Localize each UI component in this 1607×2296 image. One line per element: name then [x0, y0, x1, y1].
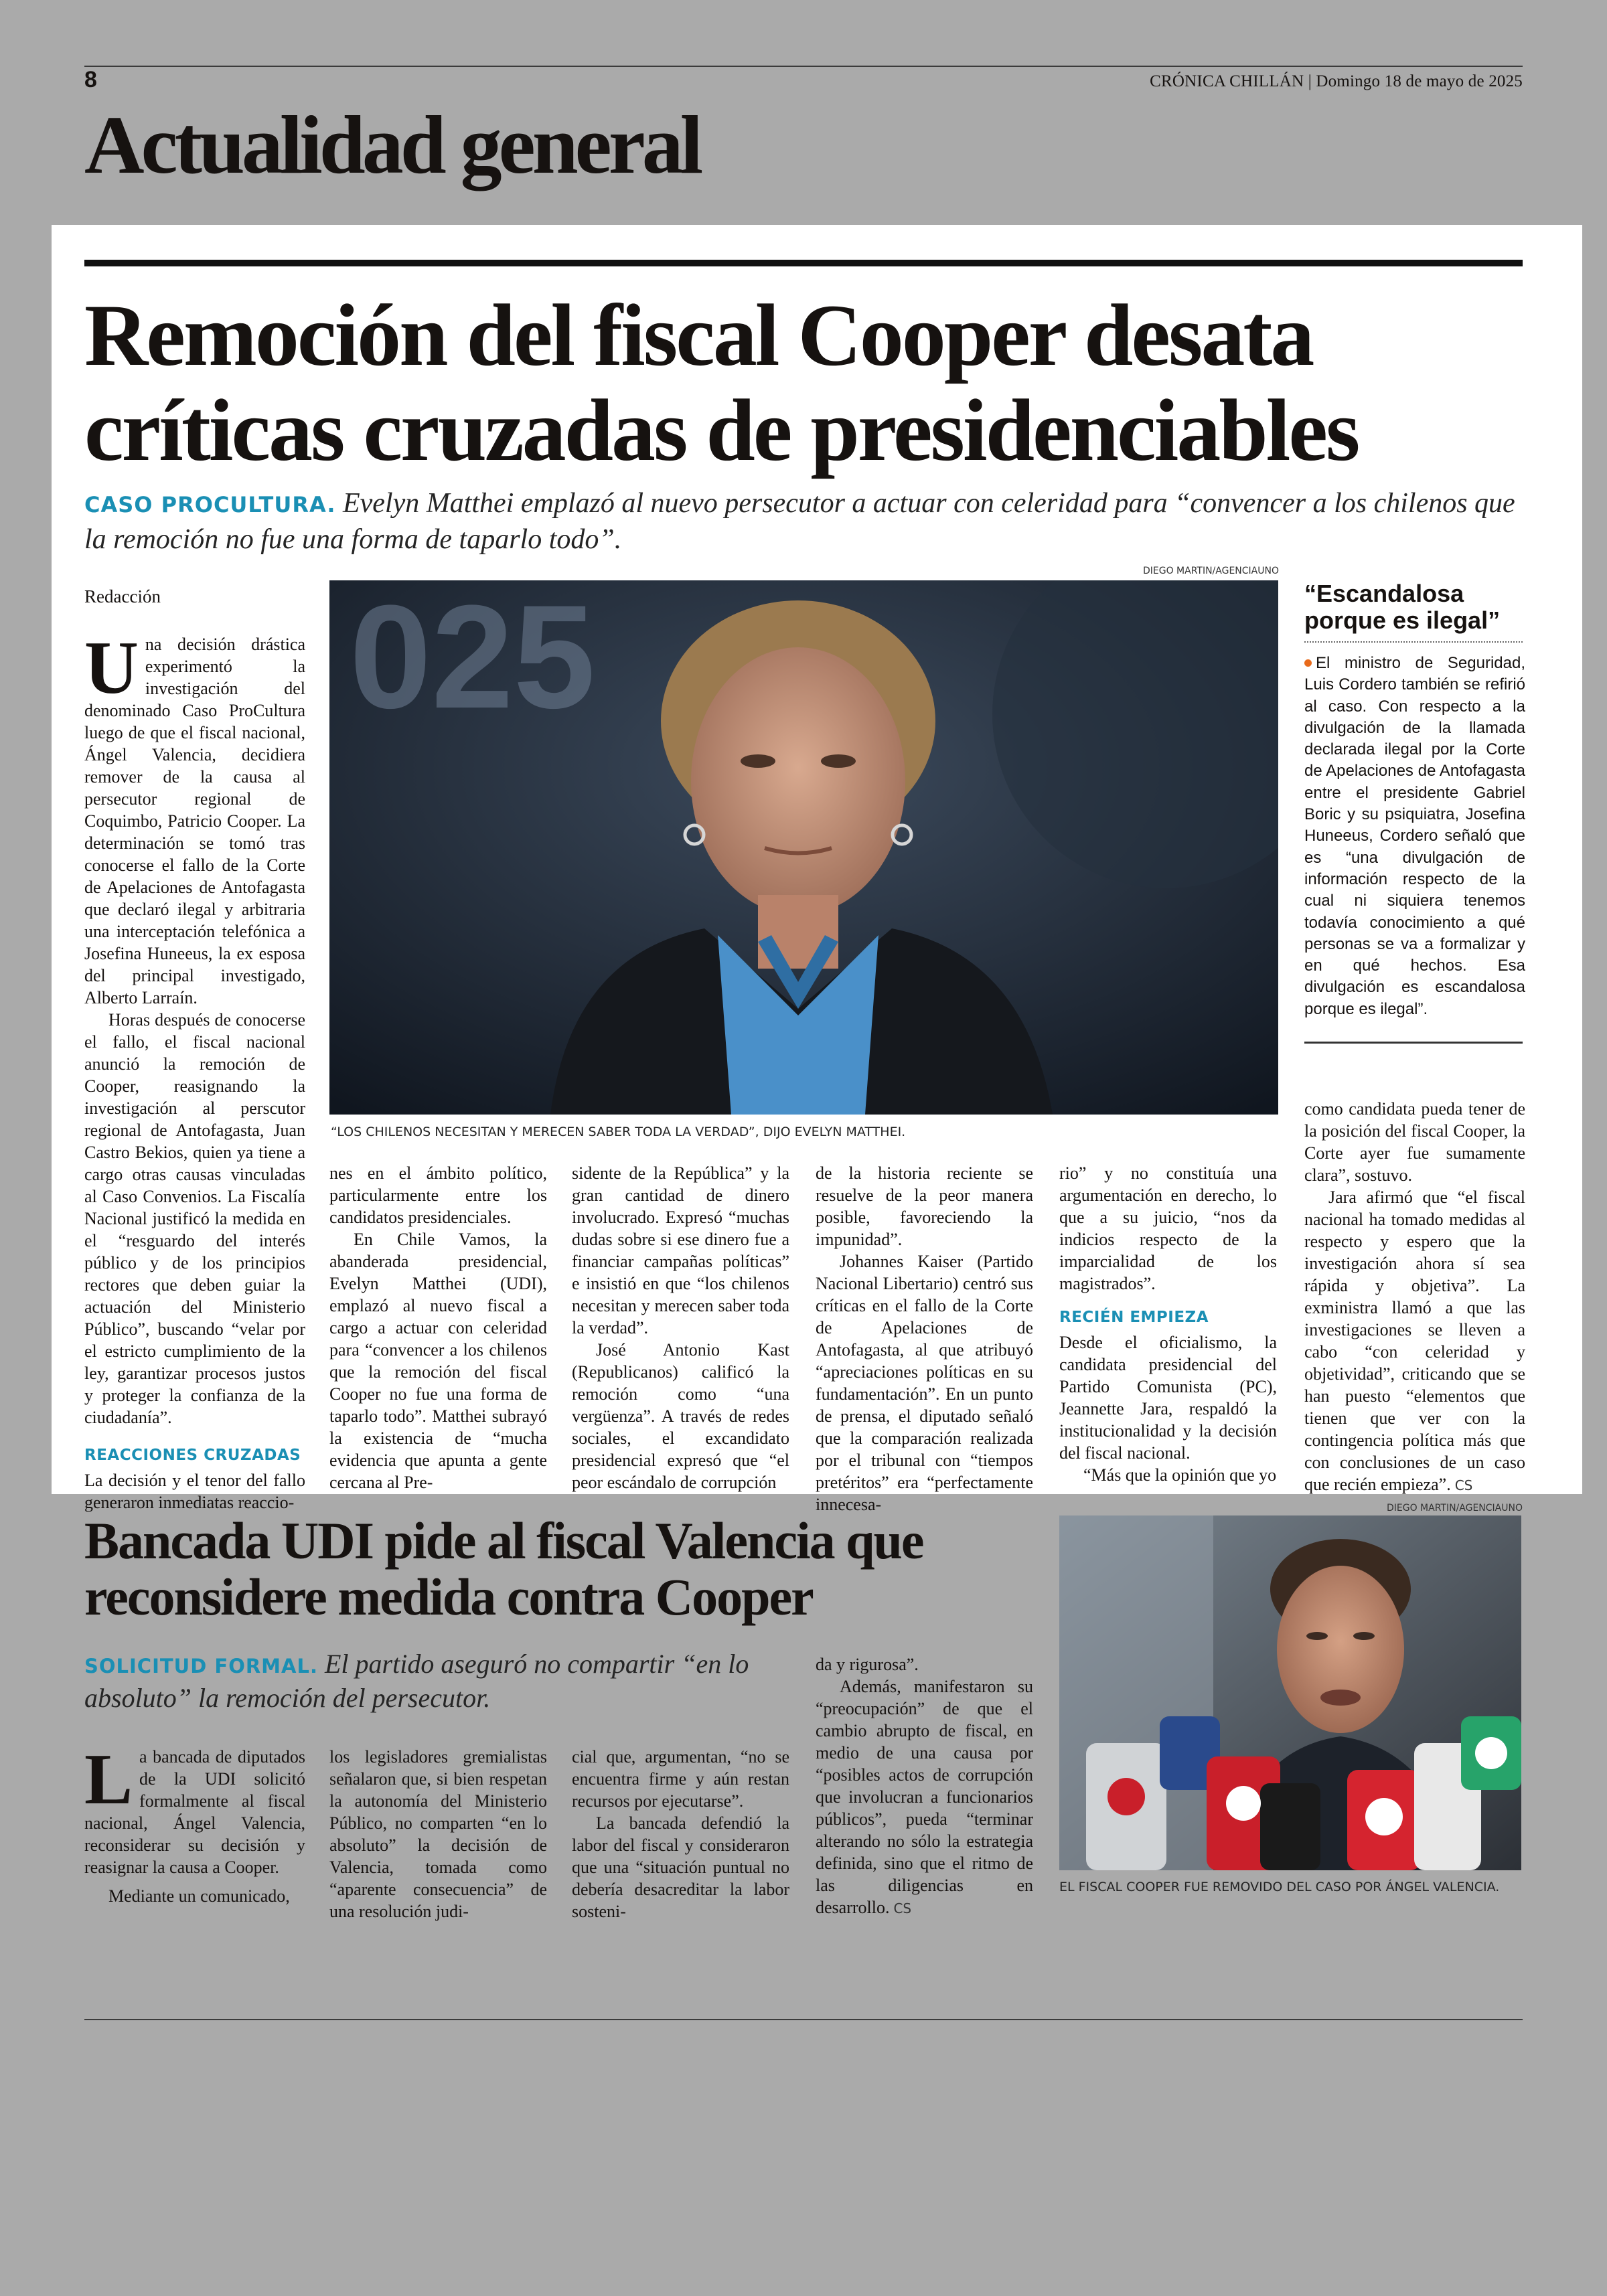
second-deck-text: El partido aseguró no compartir “en lo absoluto” la remoción del persecutor. — [84, 1649, 749, 1713]
paragraph: rio” y no constituía una argumentación en derecho, lo que a su juicio, “nos da indicios respecto de la imparcialidad de los magistrados”. — [1059, 1163, 1277, 1293]
paragraph: La decisión y el tenor del fallo generaron inmediatas reaccio- — [84, 1471, 305, 1512]
paragraph-text: Además, manifestaron su “preocupación” de que el cambio abrupto de fiscal, en medio de una causa por “posibles actos de corrupción que involucran a funcionarios públicos”, pueda “terminar alterando no sólo la estrategia definida, sino que el ritmo de las diligencias en desarrollo. — [816, 1677, 1033, 1917]
byline: Redacción — [84, 586, 161, 606]
article2-column-1 — [84, 1740, 305, 1907]
second-photo-caption: EL FISCAL COOPER FUE REMOVIDO DEL CASO POR ÁNGEL VALENCIA. — [1059, 1880, 1500, 1894]
paragraph: Desde el oficialismo, la candidata presidencial del Partido Comunista (PC), Jeannette Jara, respaldó la institucionalidad y la decisión del fiscal nacional. — [1059, 1333, 1277, 1463]
sidebar-text: El ministro de Seguridad, Luis Cordero también se refirió al caso. Con respecto a la divulgación de la llamada declarada ilegal por la Corte de Apelaciones de Antofagasta entre el presidente Gabriel Boric y su psiquiatra, Josefina Huneeus, Cordero señaló que es “una divulgación de información respecto de la cual ni siquiera tenemos todavía conocimiento a qué personas se va a formalizar y en qué hechos. Esa divulgación es escandalosa porque es ilegal”. — [1304, 654, 1525, 1018]
paragraph: los legisladores gremialistas señalaron que, si bien respetan la autonomía del Ministerio Público, no comparten “en lo absoluto” la decisión de Valencia, tomada como “aparente consecuencia” de una resolución judi- — [329, 1747, 547, 1921]
main-photo-caption: “LOS CHILENOS NECESITAN Y MERECEN SABER TODA LA VERDAD”, DIJO EVELYN MATTHEI. — [331, 1125, 906, 1139]
drop-cap: L — [84, 1740, 133, 1819]
second-headline: Bancada UDI pide al fiscal Valencia que reconsidere medida contra Cooper — [84, 1511, 923, 1626]
paragraph: Johannes Kaiser (Partido Nacional Libertario) centró sus críticas en el fallo de la Corte de Apelaciones de Antofagasta, al que atribuyó “apreciaciones políticas en su fundamentación”. En un punto de prensa, el diputado señaló que la comparación realizada por el tribunal con “tiempos pretéritos” era “perfectamente innecesa- — [816, 1252, 1033, 1514]
paragraph: José Antonio Kast (Republicanos) calificó la remoción como “una vergüenza”. A través de redes sociales, el excandidato presidencial expresó que “el peor escándalo de corrupción — [572, 1340, 789, 1492]
issue-date: Domingo 18 de mayo de 2025 — [1316, 72, 1523, 90]
paragraph: Horas después de conocerse el fallo, el fiscal nacional anunció la remoción de Cooper, reasignando la investigación al perscutor regional de Antofagasta, Juan Castro Bekios, quien ya tiene a cargo otras causas vinculadas al Caso Convenios. La Fiscalía Nacional justificó la medida en el “resguardo del interés público y de los principios rectores que deben guiar la actuación del Ministerio Público”, buscando “velar por el estricto cumplimiento de la ley, garantizar procesos justos y proteger la confianza de la ciudadanía”. — [84, 1010, 305, 1427]
paragraph: “Más que la opinión que yo — [1083, 1465, 1277, 1485]
article1-column-6 — [1304, 1098, 1525, 1497]
bottom-rule — [84, 2019, 1523, 2020]
article1-column-5 — [1059, 1162, 1277, 1486]
main-headline: Remoción del fiscal Cooper desata críticas cruzadas de presidenciables — [84, 286, 1359, 479]
paragraph: na decisión drástica experimentó la investigación del denominado Caso ProCultura luego de que el fiscal nacional, Ángel Valencia, decidiera remover de la causa al persecutor regional de Coquimbo, Patricio Cooper. La determinación se tomó tras conocerse el fallo de la Corte de Apelaciones de Antofagasta que declaró ilegal y arbitraria una interceptación telefónica a Josefina Huneeus, la ex esposa del principal investigado, Alberto Larraín. — [84, 635, 305, 1007]
drop-cap: U — [84, 627, 139, 710]
photo-illustration — [1059, 1515, 1521, 1870]
subhead-reacciones: REACCIONES CRUZADAS — [84, 1447, 301, 1464]
paragraph: como candidata pueda tener de la posición del fiscal Cooper, la Corte ayer fue sumamente clara”, sostuvo. — [1304, 1099, 1525, 1185]
end-mark-icon: CS — [893, 1900, 912, 1916]
page-number: 8 — [84, 67, 97, 92]
bullet-dot-icon — [1304, 659, 1312, 667]
paragraph: a bancada de diputados de la UDI solicitó formalmente al fiscal nacional, Ángel Valencia, reconsiderar su decisión y reasignar la causa a Cooper. — [84, 1747, 305, 1877]
article2-column-2 — [329, 1746, 547, 1922]
sidebar-text-block — [1304, 653, 1525, 1020]
masthead: CRÓNICA CHILLÁN | Domingo 18 de mayo de 2025 — [1150, 72, 1523, 90]
paragraph: En Chile Vamos, la abanderada presidencial, Evelyn Matthei (UDI), emplazó al nuevo fiscal a cargo a actuar con celeridad para “convencer a los chilenos que la remoción del fiscal Cooper no fue una forma de taparlo todo”. Matthei subrayó la existencia de “mucha evidencia que apunta a gente cercana al Pre- — [329, 1230, 547, 1492]
sidebar-rule — [1304, 1042, 1523, 1044]
sidebar-dotted-rule — [1304, 641, 1523, 643]
section-title: Actualidad general — [84, 99, 700, 191]
article2-column-3 — [572, 1746, 789, 1922]
paragraph — [1304, 1186, 1525, 1497]
publication-name: CRÓNICA CHILLÁN — [1150, 72, 1304, 90]
fiscal-cooper-photo — [1059, 1515, 1521, 1870]
header-rule — [84, 66, 1523, 67]
svg-text:025: 025 — [350, 580, 596, 739]
article2-column-4 — [816, 1653, 1033, 1920]
paragraph: cial que, argumentan, “no se encuentra firme y aún restan recursos por ejecutarse”. — [572, 1747, 789, 1811]
paragraph: sidente de la República” y la gran cantidad de dinero involucrado. Expresó “muchas dudas sobre si ese dinero fue a financiar campañas políticas” e insistió en que “los chilenos necesitan y merecen saber toda la verdad”. — [572, 1163, 789, 1337]
subhead-recien-empieza: RECIÉN EMPIEZA — [1059, 1309, 1209, 1326]
main-photo-credit: DIEGO MARTIN/AGENCIAUNO — [1142, 566, 1279, 576]
main-deck-text: Evelyn Matthei emplazó al nuevo persecutor a actuar con celeridad para “convencer a los chilenos que la remoción no fue una forma de taparlo todo”. — [84, 488, 1515, 555]
sidebar-title: “Escandalosa porque es ilegal” — [1304, 580, 1501, 634]
article1-column-1 — [84, 586, 305, 1513]
end-mark-icon: CS — [1454, 1477, 1473, 1493]
main-deck — [84, 486, 1524, 557]
article-top-bar — [84, 260, 1523, 266]
article1-column-2 — [329, 1162, 547, 1493]
paragraph: La bancada defendió la labor del fiscal y consideraron que una “situación puntual no debería desacreditar la labor sosteni- — [572, 1813, 789, 1921]
second-kicker: SOLICITUD FORMAL. — [84, 1655, 318, 1677]
paragraph-text: Jara afirmó que “el fiscal nacional ha tomado medidas al respecto y espero que la investigación ahora sí sea rápida y objetiva”. La exministra llamó a que las investigaciones se lleven a cabo “con celeridad y objetividad”, criticando que se han puesto “elementos que tienen que ver con la contingencia política más que con conclusiones de un caso que recién empieza”. — [1304, 1187, 1525, 1494]
paragraph: Mediante un comunicado, — [108, 1886, 290, 1906]
photo-illustration — [329, 580, 1278, 1115]
paragraph: de la historia reciente se resuelve de la peor manera posible, favoreciendo la impunidad”. — [816, 1163, 1033, 1249]
evelyn-matthei-photo — [329, 580, 1278, 1115]
article1-column-3 — [572, 1162, 789, 1493]
second-deck — [84, 1648, 794, 1714]
main-kicker: CASO PROCULTURA. — [84, 492, 336, 517]
paragraph — [816, 1675, 1033, 1920]
paragraph: da y rigurosa”. — [816, 1655, 919, 1674]
second-photo-credit: DIEGO MARTIN/AGENCIAUNO — [1386, 1503, 1523, 1513]
article1-column-4 — [816, 1162, 1033, 1515]
paragraph: nes en el ámbito político, particularmente entre los candidatos presidenciales. — [329, 1163, 547, 1227]
